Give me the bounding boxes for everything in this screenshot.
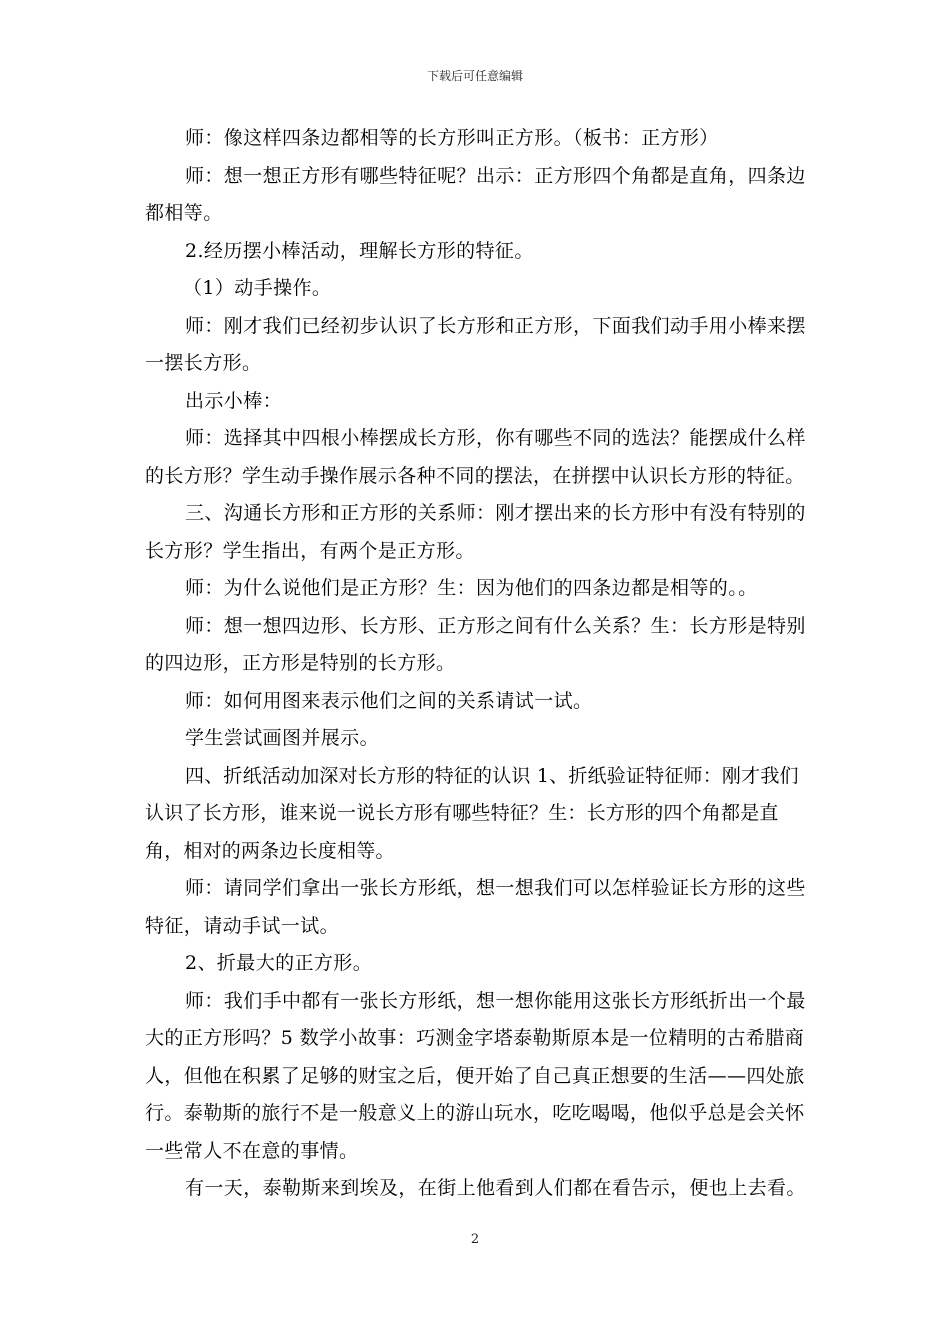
page-header: 下载后可任意编辑 xyxy=(426,69,523,83)
paragraph-14: 师：请同学们拿出一张长方形纸，想一想我们可以怎样验证长方形的这些特征，请动手试一试。 xyxy=(145,877,806,937)
paragraph-12: 学生尝试画图并展示。 xyxy=(185,727,380,749)
paragraph-3: 2.经历摆小棒活动，理解长方形的特征。 xyxy=(185,239,534,262)
paragraph-2: 师：想一想正方形有哪些特征呢？出示：正方形四个角都是直角，四条边都相等。 xyxy=(145,164,806,224)
document-body xyxy=(145,120,815,1208)
paragraph-8: 三、沟通长方形和正方形的关系师：刚才摆出来的长方形中有没有特别的长方形？学生指出，有两个是正方形。 xyxy=(145,502,806,562)
paragraph-9: 师：为什么说他们是正方形？生：因为他们的四条边都是相等的。。 xyxy=(185,577,758,599)
paragraph-1: 师：像这样四条边都相等的长方形叫正方形。（板书：正方形） xyxy=(185,127,719,149)
paragraph-13: 四、折纸活动加深对长方形的特征的认识 1、折纸验证特征师：刚才我们认识了长方形，谁来说一说长方形有哪些特征？生：长方形的四个角都是直角，相对的两条边长度相等。 xyxy=(145,764,799,862)
paragraph-7: 师：选择其中四根小棒摆成长方形，你有哪些不同的选法？能摆成什么样的长方形？学生动手操作展示各种不同的摆法，在拼摆中认识长方形的特征。 xyxy=(145,427,806,487)
paragraph-5: 师：刚才我们已经初步认识了长方形和正方形，下面我们动手用小棒来摆一摆长方形。 xyxy=(145,314,806,374)
paragraph-10: 师：想一想四边形、长方形、正方形之间有什么关系？生：长方形是特别的四边形，正方形是特别的长方形。 xyxy=(145,614,806,674)
paragraph-6: 出示小棒： xyxy=(185,389,283,412)
paragraph-15: 2、折最大的正方形。 xyxy=(185,952,373,974)
paragraph-17: 有一天，泰勒斯来到埃及，在街上他看到人们都在看告示，便也上去看。 xyxy=(185,1177,806,1199)
paragraph-11: 师：如何用图来表示他们之间的关系请试一试。 xyxy=(185,689,593,712)
page-number: 2 xyxy=(470,1232,480,1247)
paragraph-4: （1）动手操作。 xyxy=(183,277,332,299)
paragraph-16: 师：我们手中都有一张长方形纸，想一想你能用这张长方形纸折出一个最大的正方形吗？5 数学小故事：巧测金字塔泰勒斯原本是一位精明的古希腊商人，但他在积累了足够的财宝之后，便开始了自己真正想要的生活——四处旅行。泰勒斯的旅行不是一般意义上的游山玩水，吃吃喝喝，他似乎总是会关怀一些常人不在意的事情。 xyxy=(145,989,806,1162)
